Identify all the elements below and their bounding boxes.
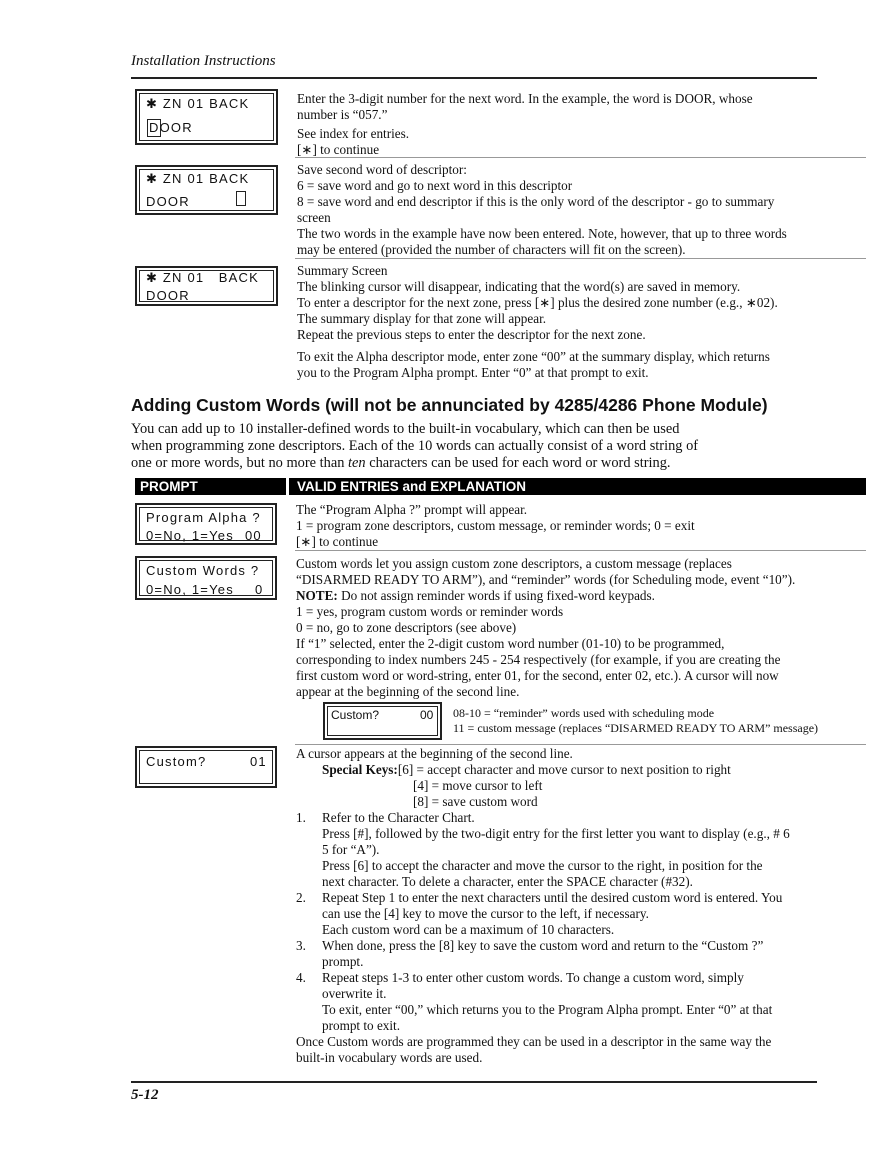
mini-lcd-value: 00 bbox=[420, 708, 434, 722]
cursor-icon bbox=[147, 119, 161, 137]
lcd-line-1: Program Alpha ? bbox=[146, 510, 261, 525]
text-line: A cursor appears at the beginning of the second line. bbox=[296, 746, 573, 761]
intro-line: You can add up to 10 installer-defined words to the built-in vocabulary, which can then be used bbox=[131, 421, 680, 437]
step-number: 4. bbox=[296, 970, 306, 985]
text-line: 0 = no, go to zone descriptors (see above) bbox=[296, 620, 517, 635]
text-line: 8 = save word and end descriptor if this is the only word of the descriptor - go to summary bbox=[297, 194, 775, 209]
lcd-line-1: ✱ ZN 01 BACK bbox=[146, 270, 259, 285]
text-line: The summary display for that zone will appear. bbox=[297, 311, 547, 326]
row-divider bbox=[295, 157, 866, 158]
lcd-display bbox=[135, 556, 277, 600]
row-divider bbox=[295, 744, 866, 745]
text-line: The blinking cursor will disappear, indicating that the word(s) are saved in memory. bbox=[297, 279, 741, 294]
page-number: 5-12 bbox=[131, 1087, 159, 1103]
text-line: 11 = custom message (replaces “DISARMED READY TO ARM” message) bbox=[453, 721, 819, 735]
text-line: number is “057.” bbox=[297, 107, 388, 122]
lcd-value: 00 bbox=[245, 528, 262, 543]
lcd-line-1: ✱ ZN 01 BACK bbox=[146, 96, 250, 111]
lcd-display bbox=[135, 89, 278, 145]
row-divider bbox=[295, 550, 866, 551]
note-line: NOTE: Do not assign reminder words if using fixed-word keypads. bbox=[296, 588, 655, 603]
text-line: Save second word of descriptor: bbox=[297, 162, 467, 177]
lcd-display bbox=[135, 165, 278, 215]
text-line: 1 = yes, program custom words or reminder words bbox=[296, 604, 564, 619]
text-line: 08-10 = “reminder” words used with scheduling mode bbox=[453, 706, 715, 720]
column-header-prompt: PROMPT bbox=[135, 478, 286, 495]
text-line: “DISARMED READY TO ARM”), and “reminder” words (for Scheduling mode, event “10”). bbox=[296, 572, 796, 587]
row-explanation bbox=[296, 556, 861, 700]
row-explanation bbox=[297, 162, 862, 258]
text-line: See index for entries. bbox=[297, 126, 410, 141]
text-line: 1 = program zone descriptors, custom message, or reminder words; 0 = exit bbox=[296, 518, 695, 533]
column-header-explanation: VALID ENTRIES and EXPLANATION bbox=[289, 478, 866, 495]
text-line: [4] = move cursor to left bbox=[413, 778, 543, 793]
lcd-line-2: 0=No, 1=Yes bbox=[146, 582, 234, 597]
section-heading: Adding Custom Words (will not be annunciated by 4285/4286 Phone Module) bbox=[131, 395, 768, 415]
text-line: Enter the 3-digit number for the next word. In the example, the word is DOOR, whose bbox=[297, 91, 753, 106]
text-line: corresponding to index numbers 245 - 254 respectively (for example, if you are creating the bbox=[296, 652, 781, 667]
lcd-line-1: Custom Words ? bbox=[146, 563, 260, 578]
mini-lcd-display bbox=[323, 702, 442, 740]
row-explanation bbox=[297, 91, 857, 158]
special-keys-more bbox=[413, 778, 863, 810]
mini-lcd-label: Custom? bbox=[331, 708, 380, 722]
step-number: 3. bbox=[296, 938, 306, 953]
text-line: To enter a descriptor for the next zone, press [∗] plus the desired zone number (e.g., ∗02). bbox=[297, 295, 778, 310]
step-text: Repeat steps 1-3 to enter other custom words. To change a custom word, simply overwrite it. To exit, enter “00,” which returns you to the Program Alpha prompt. Enter “0” at that prompt to exit. bbox=[322, 970, 773, 1033]
lcd-value: 01 bbox=[250, 754, 267, 769]
closing-text: Once Custom words are programmed they can be used in a descriptor in the same way the built-in vocabulary words are used. bbox=[296, 1034, 772, 1065]
step-text: Repeat Step 1 to enter the next characters until the desired custom word is entered. You can use the [4] key to move the cursor to the left, if necessary. Each custom word can be a maximum of 10 characters. bbox=[322, 890, 783, 937]
mini-explanation bbox=[453, 706, 863, 736]
row-explanation bbox=[297, 263, 862, 381]
header-rule bbox=[131, 77, 817, 79]
intro-line: when programming zone descriptors. Each of the 10 words can actually consist of a word string of bbox=[131, 438, 699, 454]
lcd-line-2: DOOR bbox=[146, 194, 190, 209]
lcd-line-1: ✱ ZN 01 BACK bbox=[146, 171, 250, 186]
text-line: Custom words let you assign custom zone descriptors, a custom message (replaces bbox=[296, 556, 732, 571]
text-line: [∗] to continue bbox=[296, 534, 379, 549]
lcd-display bbox=[135, 266, 278, 306]
text-line: appear at the beginning of the second line. bbox=[296, 684, 520, 699]
text-line: To exit the Alpha descriptor mode, enter zone “00” at the summary display, which returns bbox=[297, 349, 770, 364]
text-line: Summary Screen bbox=[297, 263, 388, 278]
special-keys: Special Keys:[6] = accept character and move cursor to next position to right bbox=[322, 762, 731, 777]
text-line: screen bbox=[297, 210, 331, 225]
emphasis: ten bbox=[348, 455, 366, 471]
text-line: If “1” selected, enter the 2-digit custom word number (01-10) to be programmed, bbox=[296, 636, 725, 651]
lcd-line-2: DOOR bbox=[149, 120, 193, 135]
page-header: Installation Instructions bbox=[131, 53, 276, 69]
cursor-icon bbox=[236, 191, 246, 206]
text-line: first custom word or word-string, enter 01, for the second, enter 02, etc.). A cursor will now bbox=[296, 668, 779, 683]
row-divider bbox=[295, 258, 866, 259]
step-number: 1. bbox=[296, 810, 306, 825]
text-line: Repeat the previous steps to enter the descriptor for the next zone. bbox=[297, 327, 646, 342]
note-label: NOTE: bbox=[296, 588, 338, 603]
text-line: [8] = save custom word bbox=[413, 794, 538, 809]
text-line: may be entered (provided the number of characters will fit on the screen). bbox=[297, 242, 686, 257]
lcd-line-2: DOOR bbox=[146, 288, 190, 303]
step-text: Refer to the Character Chart. Press [#], followed by the two-digit entry for the first letter you want to display (e.g., # 6 5 for “A”). Press [6] to accept the character and move the cursor to the right, in position for the next character. To delete a character, enter the SPACE character (#32). bbox=[322, 810, 790, 889]
intro-line: one or more words, but no more than ten characters can be used for each word or word string. bbox=[131, 455, 671, 471]
text-line: [∗] to continue bbox=[297, 142, 380, 157]
lcd-line-2: 0=No, 1=Yes bbox=[146, 528, 234, 543]
text-line: The “Program Alpha ?” prompt will appear. bbox=[296, 502, 528, 517]
text-line: you to the Program Alpha prompt. Enter “0” at that prompt to exit. bbox=[297, 365, 649, 380]
row-explanation bbox=[296, 746, 861, 762]
special-keys-label: Special Keys: bbox=[322, 762, 398, 777]
lcd-value: 0 bbox=[255, 582, 264, 597]
section-intro bbox=[131, 421, 821, 472]
row-explanation bbox=[296, 502, 861, 550]
text-line: The two words in the example have now been entered. Note, however, that up to three words bbox=[297, 226, 787, 241]
step-text: When done, press the [8] key to save the custom word and return to the “Custom ?” prompt. bbox=[322, 938, 764, 969]
step-number: 2. bbox=[296, 890, 306, 905]
lcd-label: Custom? bbox=[146, 754, 207, 769]
text-line: 6 = save word and go to next word in this descriptor bbox=[297, 178, 573, 193]
lcd-display bbox=[135, 503, 277, 545]
lcd-display bbox=[135, 746, 277, 788]
footer-rule bbox=[131, 1081, 817, 1083]
